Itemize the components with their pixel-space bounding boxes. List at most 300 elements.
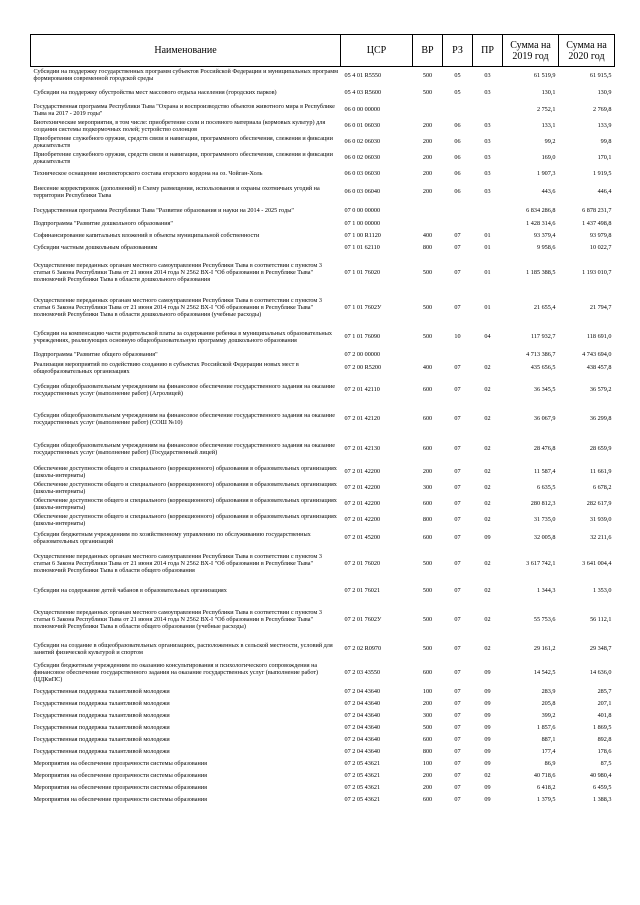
header-rz: РЗ [443,35,473,67]
cell-csr: 07 2 01 42200 [344,516,381,523]
cell-sum-2019: 1 907,3 [536,169,556,177]
cell-name: Обеспечение доступности общего и специального (коррекционного) образования в образовательных организациях (школы-интернаты) [33,496,337,511]
cell-rz: 07 [454,232,461,239]
cell-sum-2020: 207,1 [597,700,612,707]
cell-sum-2019: 435 656,5 [530,364,556,371]
cell-sum-2020: 10 022,7 [589,244,612,251]
cell-csr: 07 2 04 43640 [344,712,381,719]
cell-sum-2019: 399,2 [541,712,556,719]
cell-name: Субсидии на создание в общеобразовательных организациях, расположенных в сельской местности, условий для занятий физической культурой и спортом [33,641,333,656]
header-csr: ЦСР [341,35,413,67]
table-row [31,324,615,350]
cell-vr: 200 [422,700,433,707]
cell-rz: 07 [454,560,461,567]
cell-vr: 600 [422,534,433,541]
table-row [31,360,615,376]
cell-csr: 07 2 01 42130 [344,445,381,452]
table-row [31,770,615,782]
cell-sum-2019: 99,2 [544,138,556,145]
cell-vr: 200 [422,784,433,791]
cell-vr: 500 [422,724,433,731]
cell-rz: 07 [454,269,461,276]
cell-sum-2019: 61 519,9 [533,71,556,79]
cell-name: Обеспечение доступности общего и специального (коррекционного) образования в образовательных организациях (школы-интернаты) [33,512,337,527]
cell-rz: 07 [454,534,461,541]
cell-sum-2020: 6 459,5 [592,784,612,791]
cell-name: Софинансирование капитальных вложений в объекты муниципальной собственности [33,232,260,239]
table-row [31,102,615,118]
cell-sum-2020: 282 617,9 [586,500,612,507]
cell-csr: 07 2 05 43621 [344,796,381,803]
cell-vr: 200 [422,772,433,779]
cell-name: Субсидии общеобразовательным учреждениям на финансовое обеспечение государственного задания на оказание государственных услуг (выполнение работ) (СОШ №10) [33,411,335,426]
cell-csr: 05 4 01 R5550 [344,71,382,79]
table-row [31,698,615,710]
table-row [31,496,615,512]
table-row [31,686,615,698]
cell-rz: 07 [454,688,461,695]
table-row [31,480,615,496]
cell-sum-2019: 28 476,8 [533,445,556,452]
cell-csr: 07 1 01 62110 [344,244,380,251]
table-row [31,292,615,324]
table-row [31,528,615,548]
cell-pr: 09 [484,784,491,791]
cell-sum-2020: 2 769,8 [592,106,612,113]
cell-sum-2019: 283,9 [541,688,556,695]
cell-pr: 09 [484,748,491,755]
cell-sum-2019: 9 958,6 [536,244,556,251]
cell-csr: 07 2 00 00000 [344,351,381,358]
cell-rz: 07 [454,587,461,594]
cell-sum-2020: 1 919,5 [592,169,612,177]
cell-vr [413,218,443,230]
cell-rz: 07 [454,616,461,623]
cell-csr: 07 2 05 43621 [344,784,381,791]
cell-pr: 03 [484,188,491,195]
cell-vr: 300 [422,484,433,491]
cell-rz: 07 [454,748,461,755]
cell-sum-2020: 61 915,5 [589,71,612,79]
table-row [31,404,615,434]
cell-sum-2019: 1 857,6 [536,724,556,731]
cell-vr: 800 [422,516,433,523]
cell-rz: 07 [454,516,461,523]
cell-sum-2020: 56 112,1 [590,616,612,623]
cell-sum-2019: 14 542,5 [533,669,556,676]
cell-csr: 06 0 00 00000 [344,106,381,113]
cell-name: Техническое оснащение инспекторского состава егерского кордона на оз. Чойган-Холь [33,169,263,177]
cell-name: Государственная поддержка талантливой молодежи [33,736,170,743]
cell-pr [473,102,503,118]
cell-pr: 09 [484,724,491,731]
cell-name: Биотехнические мероприятия, в том числе: приобретение соли и посевного материала (кормовых культур) для создания системы подкормочных полей; устройство солонцов [33,118,326,133]
cell-csr: 06 0 03 06030 [344,169,381,177]
table-row [31,758,615,770]
cell-sum-2019: 280 812,3 [530,500,556,507]
cell-name: Подпрограмма "Развитие дошкольного образования" [33,220,173,227]
cell-csr: 07 2 05 43621 [344,772,381,779]
table-body [31,67,615,806]
cell-sum-2020: 1 437 498,8 [582,220,612,227]
header-name: Наименование [31,35,341,67]
cell-pr: 03 [484,138,491,145]
cell-name: Осуществление переданных органам местного самоуправления Республики Тыва в соответствии с пунктом 3 статьи 6 Закона Республики Тыва от 21 июня 2014 года N 2562 ВХ-I "Об образовании в Республике Тыва" полномочий Республики Тыва в области дошкольного образования (учебные расходы) [33,297,322,318]
cell-name: Субсидии бюджетным учреждениям по хозяйственному управлению по обслуживанию государственных образовательных организаций [33,530,311,545]
cell-name: Осуществление переданных органам местного самоуправления Республики Тыва в соответствии с пунктом 3 статьи 6 Закона Республики Тыва от 21 июня 2014 года N 2562 ВХ-I "Об образовании в Республике Тыва" полномочий Республики Тыва в области общего образования [33,553,322,574]
cell-vr: 500 [422,333,433,340]
cell-pr: 04 [484,333,491,340]
cell-sum-2019: 4 713 386,7 [526,351,556,358]
cell-vr [413,203,443,218]
cell-sum-2019: 40 718,6 [533,772,556,779]
cell-sum-2020: 285,7 [597,688,612,695]
cell-vr: 600 [422,500,433,507]
cell-csr: 06 0 02 06030 [344,154,381,161]
cell-vr: 800 [422,244,433,251]
cell-csr: 05 4 03 R5600 [344,89,382,96]
cell-pr: 03 [484,154,491,161]
cell-sum-2020: 133,9 [597,122,612,129]
cell-csr: 07 1 01 76020 [344,269,381,276]
cell-name: Субсидии на компенсацию части родительской платы за содержание ребенка в муниципальных образовательных учреждениях, реализующих основную общеобразовательную программу дошкольного образования [33,329,332,344]
cell-name: Государственная поддержка талантливой молодежи [33,688,170,695]
cell-rz: 07 [454,736,461,743]
table-row [31,734,615,746]
cell-name: Мероприятия на обеспечение прозрачности системы образования [33,784,207,791]
cell-name: Осуществление переданных органам местного самоуправления Республики Тыва в соответствии с пунктом 3 статьи 6 Закона Республики Тыва от 21 июня 2014 года N 2562 ВХ-I "Об образовании в Республике Тыва" полномочий Республики Тыва в области общего образования (учебные расходы) [33,609,322,630]
table-row [31,118,615,134]
cell-csr: 07 2 01 76020 [344,560,381,567]
table-row [31,660,615,686]
cell-sum-2019: 1 379,5 [536,796,556,803]
cell-vr: 600 [422,669,433,676]
cell-pr: 02 [484,560,491,567]
cell-pr: 09 [484,736,491,743]
table-row [31,166,615,181]
table-row [31,464,615,480]
cell-name: Субсидии на поддержку обустройства мест массового отдыха населения (городских парков) [33,89,277,96]
cell-pr: 02 [484,445,491,452]
cell-sum-2019: 133,1 [541,122,556,129]
cell-name: Государственная программа Республики Тыва "Развитие образования и науки на 2014 - 2025 годы" [33,206,294,214]
cell-sum-2020: 87,5 [600,760,612,767]
cell-vr: 200 [422,468,433,475]
cell-rz: 06 [454,188,461,195]
header-vr: ВР [413,35,443,67]
cell-pr: 09 [484,669,491,676]
cell-pr: 02 [484,364,491,371]
cell-rz: 07 [454,445,461,452]
cell-pr: 09 [484,796,491,803]
cell-pr: 01 [484,232,491,239]
cell-rz: 07 [454,772,461,779]
cell-sum-2019: 887,1 [541,736,556,743]
cell-name: Осуществление переданных органам местного самоуправления Республики Тыва в соответствии с пунктом 3 статьи 6 Закона Республики Тыва от 21 июня 2014 года N 2562 ВХ-I "Об образовании в Республике Тыва" полномочий Республики Тыва в области дошкольного образования [33,262,322,283]
cell-vr: 600 [422,796,433,803]
cell-name: Мероприятия на обеспечение прозрачности системы образования [33,760,207,767]
table-row [31,67,615,84]
cell-sum-2020: 4 743 694,0 [582,351,612,358]
cell-sum-2020: 178,6 [597,748,612,755]
cell-pr: 02 [484,772,491,779]
cell-rz [443,102,473,118]
cell-sum-2020: 6 678,2 [592,484,612,491]
cell-sum-2020: 36 579,2 [589,386,612,393]
cell-csr: 07 1 01 7602У [344,304,382,311]
cell-vr: 500 [422,71,433,79]
cell-pr: 09 [484,700,491,707]
cell-vr: 400 [422,232,433,239]
cell-rz: 07 [454,669,461,676]
header-pr: ПР [473,35,503,67]
cell-csr: 07 2 01 42200 [344,500,381,507]
cell-rz: 07 [454,784,461,791]
table-row [31,782,615,794]
cell-vr: 600 [422,736,433,743]
cell-vr: 800 [422,748,433,755]
cell-csr: 07 2 04 43640 [344,748,381,755]
cell-vr: 400 [422,364,433,371]
cell-sum-2019: 1 344,3 [536,587,556,594]
cell-rz: 07 [454,500,461,507]
cell-pr: 03 [484,71,491,79]
cell-sum-2019: 93 379,4 [533,232,556,239]
cell-sum-2019: 21 655,4 [533,304,556,311]
cell-sum-2019: 6 834 286,8 [526,206,556,214]
cell-csr: 07 2 01 42200 [344,468,381,475]
cell-sum-2019: 3 617 742,1 [526,560,556,567]
cell-sum-2019: 117 932,7 [530,333,556,340]
cell-sum-2019: 6 635,5 [536,484,556,491]
cell-sum-2020: 892,8 [597,736,612,743]
cell-sum-2020: 32 211,6 [590,534,612,541]
cell-vr: 600 [422,386,433,393]
cell-pr: 09 [484,534,491,541]
cell-name: Субсидии на содержание детей чабанов в образовательных организациях [33,587,227,594]
table-row [31,134,615,150]
cell-rz: 05 [454,71,461,79]
cell-rz: 07 [454,724,461,731]
cell-pr: 03 [484,89,491,96]
cell-sum-2020: 11 661,9 [590,468,612,475]
cell-csr: 07 2 04 43640 [344,700,381,707]
cell-csr: 07 2 04 43640 [344,688,381,695]
cell-csr: 06 0 01 06030 [344,122,381,129]
cell-name: Государственная поддержка талантливой молодежи [33,724,170,731]
cell-sum-2019: 31 735,0 [533,516,556,523]
cell-sum-2019: 11 587,4 [534,468,556,475]
cell-name: Мероприятия на обеспечение прозрачности системы образования [33,772,207,779]
cell-sum-2019: 29 161,2 [533,645,556,652]
cell-name: Государственная поддержка талантливой молодежи [33,748,170,755]
cell-name: Субсидии общеобразовательным учреждениям на финансовое обеспечение государственного задания на оказание государственных услуг (выполнение работ) (Агролицей) [33,382,335,397]
cell-sum-2020: 29 348,7 [589,645,612,652]
cell-sum-2020: 6 878 231,7 [582,206,612,214]
cell-csr: 07 2 01 42200 [344,484,381,491]
cell-name: Обеспечение доступности общего и специального (коррекционного) образования в образовательных организациях (школы-интернаты) [33,480,337,495]
cell-sum-2019: 177,4 [541,748,556,755]
cell-pr: 09 [484,688,491,695]
cell-vr: 500 [422,269,433,276]
cell-pr: 03 [484,169,491,177]
cell-name: Мероприятия на обеспечение прозрачности системы образования [33,796,207,803]
cell-rz: 07 [454,386,461,393]
cell-csr: 07 2 03 43550 [344,669,381,676]
cell-sum-2020: 438 457,8 [586,364,612,371]
cell-sum-2020: 401,8 [597,712,612,719]
cell-name: Государственная поддержка талантливой молодежи [33,700,170,707]
cell-vr: 500 [422,587,433,594]
cell-sum-2020: 3 641 004,4 [582,560,612,567]
cell-sum-2020: 28 659,9 [589,445,612,452]
cell-sum-2020: 1 388,3 [592,796,612,803]
cell-csr: 07 2 00 R5200 [344,364,382,371]
cell-pr: 02 [484,516,491,523]
cell-name: Государственная программа Республики Тыва "Охрана и воспроизводство объектов животного мира в Республике Тыва на 2017 - 2019 годы" [33,102,335,117]
cell-sum-2019: 2 752,1 [536,106,556,113]
cell-sum-2019: 32 005,8 [533,534,556,541]
table-row [31,230,615,242]
cell-sum-2020: 1 869,5 [592,724,612,731]
cell-csr: 07 2 02 R0970 [344,645,382,652]
table-row [31,512,615,528]
table-row [31,722,615,734]
cell-name: Внесение корректировок (дополнений) в Схему размещения, использования и охраны охотничьих угодий на территории Республики Тыва [33,184,320,199]
cell-pr: 09 [484,760,491,767]
cell-sum-2019: 36 345,5 [533,386,556,393]
cell-sum-2019: 130,1 [541,89,556,96]
cell-name: Субсидии частным дошкольным образованиям [33,244,158,251]
cell-csr: 07 2 01 42120 [344,415,381,422]
cell-pr: 02 [484,468,491,475]
cell-sum-2020: 1 353,0 [592,587,612,594]
cell-pr: 01 [484,244,491,251]
table-header [31,35,615,67]
table-row [31,548,615,580]
cell-pr: 02 [484,587,491,594]
cell-sum-2020: 170,1 [597,154,612,161]
cell-rz [443,203,473,218]
cell-rz: 07 [454,760,461,767]
cell-sum-2020: 118 691,0 [586,333,612,340]
cell-rz: 07 [454,712,461,719]
cell-rz [443,218,473,230]
cell-csr: 07 2 01 45200 [344,534,381,541]
cell-vr: 300 [422,712,433,719]
cell-vr: 200 [422,138,433,145]
cell-sum-2020: 40 980,4 [589,772,612,779]
cell-pr [473,350,503,360]
cell-pr: 01 [484,304,491,311]
cell-rz: 07 [454,415,461,422]
cell-sum-2019: 55 753,6 [533,616,556,623]
table-row [31,203,615,218]
cell-vr [413,350,443,360]
cell-vr: 600 [422,415,433,422]
cell-name: Приобретение служебного оружия, средств связи и навигации, программного обеспечения, слежения и фиксации доказательств [33,134,333,149]
cell-pr: 03 [484,122,491,129]
cell-pr [473,218,503,230]
cell-csr: 07 2 04 43640 [344,724,381,731]
table-row [31,746,615,758]
table-row [31,254,615,292]
cell-sum-2019: 169,0 [541,154,556,161]
cell-rz: 07 [454,796,461,803]
cell-name: Субсидии на поддержку государственных программ субъектов Российской Федерации и муниципальных программ формирования современной городской среды [33,68,339,83]
cell-vr [413,102,443,118]
cell-vr: 500 [422,89,433,96]
cell-sum-2020: 21 794,7 [589,304,612,311]
cell-sum-2020: 446,4 [597,188,612,195]
cell-vr: 500 [422,304,433,311]
cell-name: Обеспечение доступности общего и специального (коррекционного) образования в образовательных организациях (школы-интернаты) [33,464,337,479]
cell-rz: 06 [454,154,461,161]
cell-vr: 200 [422,188,433,195]
table-row [31,242,615,254]
cell-name: Государственная поддержка талантливой молодежи [33,712,170,719]
cell-pr: 02 [484,616,491,623]
table-row [31,434,615,464]
cell-vr: 500 [422,645,433,652]
cell-pr: 02 [484,484,491,491]
cell-csr: 07 2 01 7602У [344,616,382,623]
table-row [31,150,615,166]
cell-rz: 06 [454,138,461,145]
cell-rz: 07 [454,244,461,251]
table-row [31,580,615,602]
cell-sum-2020: 31 939,0 [589,516,612,523]
cell-csr: 07 1 00 00000 [344,220,381,227]
cell-sum-2020: 14 636,0 [589,669,612,676]
cell-rz: 06 [454,169,461,177]
cell-rz: 10 [454,333,461,340]
cell-name: Субсидии общеобразовательным учреждениям на финансовое обеспечение государственного задания на оказание государственных услуг (выполнение работ) (Государственный лицей) [33,441,335,456]
cell-vr: 100 [422,760,433,767]
cell-rz: 06 [454,122,461,129]
cell-sum-2020: 99,8 [600,138,612,145]
cell-sum-2020: 130,9 [597,89,612,96]
cell-pr: 09 [484,712,491,719]
header-row [31,35,615,67]
cell-sum-2020: 1 193 010,7 [582,269,612,276]
header-sum-2019: Сумма на 2019 год [503,35,559,67]
cell-sum-2019: 1 185 388,5 [526,269,556,276]
cell-pr: 02 [484,645,491,652]
cell-csr: 07 2 04 43640 [344,736,381,743]
cell-csr: 06 0 03 06040 [344,188,381,195]
cell-pr: 02 [484,386,491,393]
cell-pr: 02 [484,415,491,422]
cell-vr: 500 [422,616,433,623]
cell-name: Подпрограмма "Развитие общего образования" [33,351,158,358]
cell-vr: 600 [422,445,433,452]
cell-rz: 07 [454,468,461,475]
cell-vr: 200 [422,122,433,129]
cell-name: Приобретение служебного оружия, средств связи и навигации, программного обеспечения, слежения и фиксации доказательств [33,150,333,165]
table-row [31,350,615,360]
cell-sum-2020: 36 299,8 [589,415,612,422]
cell-csr: 07 1 01 76090 [344,333,381,340]
cell-csr: 07 2 01 42110 [344,386,380,393]
cell-name: Реализация мероприятий по содействию созданию в субъектах Российской Федерации новых мест в общеобразовательных организациях [33,360,299,375]
table-row [31,181,615,203]
cell-pr: 01 [484,269,491,276]
table-row [31,376,615,404]
cell-csr: 06 0 02 06030 [344,138,381,145]
cell-vr: 200 [422,169,433,177]
cell-sum-2020: 93 979,8 [589,232,612,239]
